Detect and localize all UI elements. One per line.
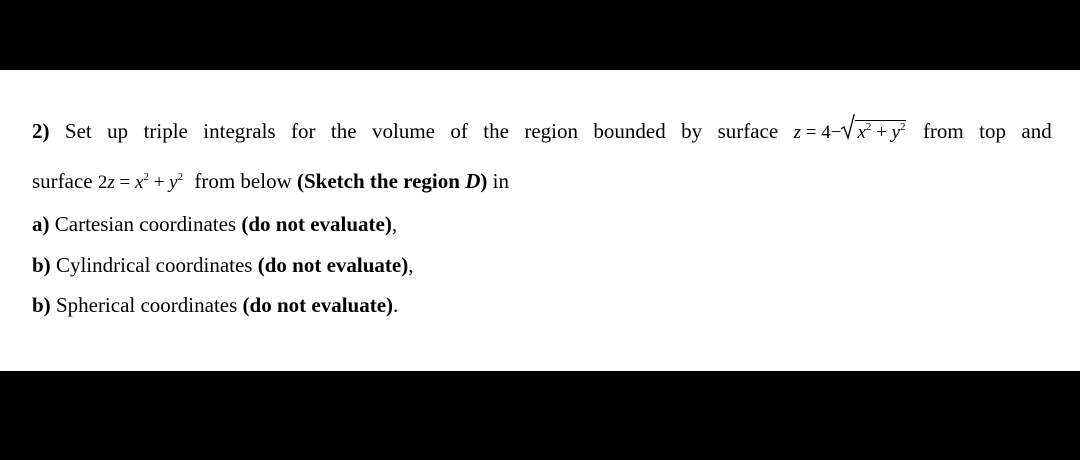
part-a [32, 214, 397, 235]
word: by [681, 119, 703, 143]
radical-sign-icon [841, 114, 855, 140]
part-b-spherical [32, 295, 398, 316]
part-text: Cylindrical coordinates [50, 253, 258, 277]
problem-line-1 [32, 120, 1052, 142]
word: integrals [203, 119, 276, 143]
part-end: , [391, 212, 398, 236]
word: up [107, 119, 129, 143]
part-label: b) [32, 253, 51, 277]
sketch-instruction: (Sketch the region D) [297, 169, 488, 193]
word: and [1021, 119, 1052, 143]
word: bounded [593, 119, 666, 143]
word: the [330, 119, 357, 143]
text: from below [194, 169, 292, 193]
word: surface [717, 119, 779, 143]
word: triple [143, 119, 188, 143]
part-label: a) [32, 212, 50, 236]
part-note: (do not evaluate) [241, 212, 392, 236]
part-end: , [408, 253, 414, 277]
document-page [0, 70, 1080, 371]
word: for [291, 119, 316, 143]
word: of [450, 119, 468, 143]
problem-line-2 [32, 171, 509, 192]
word: region [524, 119, 579, 143]
square-root: $x^2 + y^2$ [841, 120, 907, 142]
part-text: Spherical coordinates [50, 293, 243, 317]
word: the [483, 119, 509, 143]
word: top [979, 119, 1007, 143]
word: surface [32, 169, 93, 193]
word: in [492, 169, 509, 193]
word: volume [371, 119, 435, 143]
part-text: Cartesian coordinates [49, 212, 242, 236]
word: Set [64, 119, 92, 143]
part-b-cylindrical [32, 255, 413, 276]
part-note: (do not evaluate) [257, 253, 409, 277]
top-surface-equation: z = 4− $x^2 + y^2$ [794, 120, 908, 142]
part-note: (do not evaluate) [242, 293, 394, 317]
part-label: b) [32, 293, 51, 317]
bottom-surface-equation: $2z = x^2 + y^2$ [97, 171, 184, 193]
part-end: . [393, 293, 399, 317]
word: from [922, 119, 964, 143]
problem-number: 2) [32, 119, 50, 143]
